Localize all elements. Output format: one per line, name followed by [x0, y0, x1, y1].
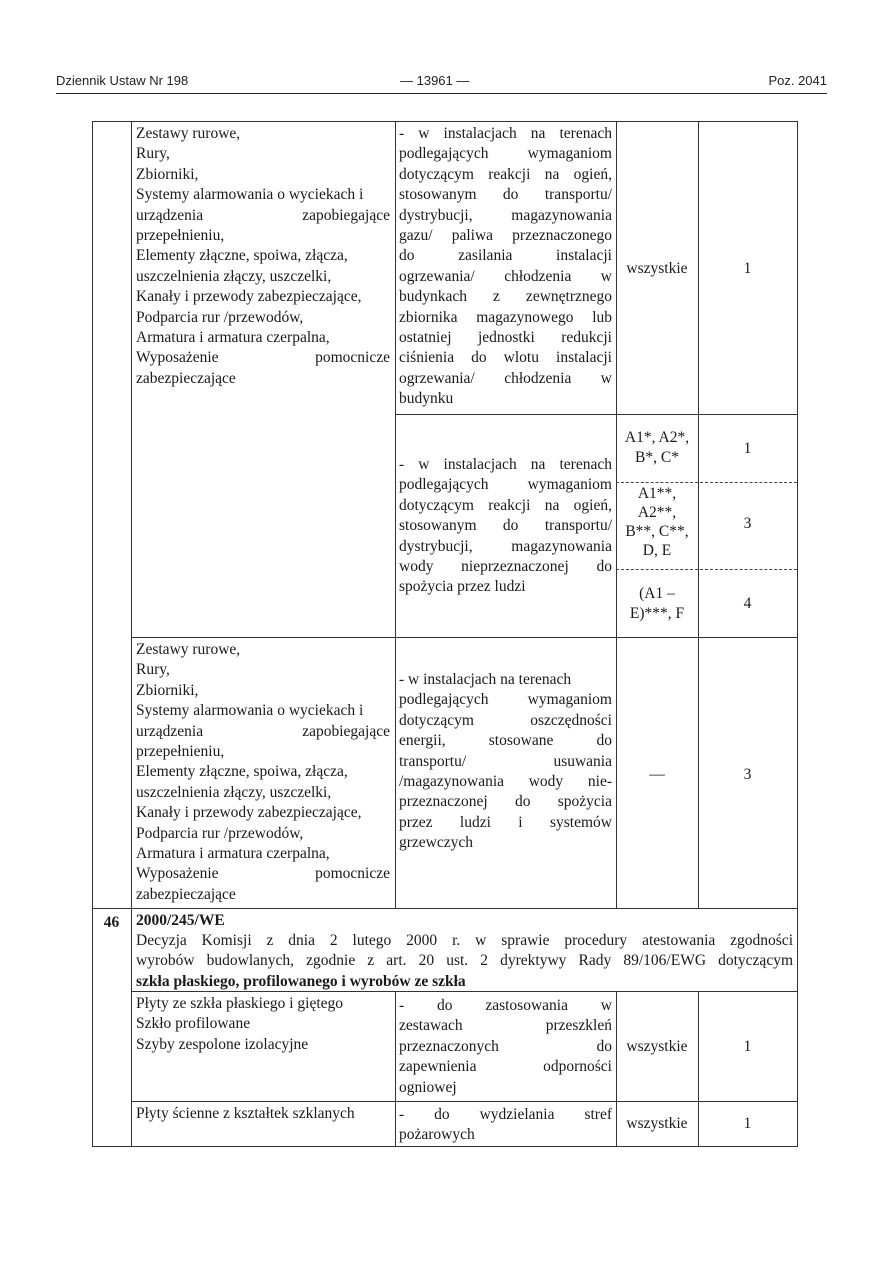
use-line: budynku	[399, 390, 454, 408]
class-line: A1*, A2*,	[624, 429, 690, 446]
use-line: dystrybucji, magazynowania	[399, 206, 612, 224]
use-line: dotyczącym reakcji na ogień,	[399, 496, 612, 514]
use-line: zestawach przeszkleń	[399, 1017, 612, 1035]
use-line: przeznaczonej do spożycia	[399, 793, 612, 811]
use-line: zapewnienia odporności	[399, 1058, 612, 1076]
use-line: ogrzewania/ chłodzenia w	[399, 267, 612, 285]
use-line: dystrybucji, magazynowania	[399, 537, 612, 555]
product-line: Płyty ze szkła płaskiego i giętego	[136, 995, 344, 1012]
subrow-system: 1	[743, 440, 752, 457]
use-line: ciśnienia do wlotu instalacji	[399, 349, 612, 367]
product-line: Wyposażenie pomocnicze	[136, 865, 390, 883]
block1-class-gas: wszystkie	[626, 260, 688, 277]
product-line: Podparcia rur /przewodów,	[136, 308, 304, 326]
s46-row1-products	[136, 994, 390, 1055]
class-line: A1**,	[637, 485, 677, 502]
product-line: Kanały i przewody zabezpieczające,	[136, 804, 362, 822]
block1-use-gas	[399, 124, 612, 410]
number-column-divider	[131, 121, 132, 1147]
subrow-class	[616, 584, 698, 625]
table-top-border	[92, 121, 798, 122]
block-separator	[131, 637, 797, 638]
use-line: stosowanym do transportu/	[399, 517, 612, 535]
use-line: grzewczych	[399, 834, 474, 852]
use-line: - w instalacjach na terenach	[399, 456, 612, 473]
use-line: zbiornika magazynowego lub	[399, 308, 612, 326]
product-line: Szkło profilowane	[136, 1015, 251, 1033]
product-line: urządzenia zapobiegające	[136, 722, 390, 740]
subrow-class	[616, 484, 698, 560]
product-line: Szyby zespolone izolacyjne	[136, 1035, 309, 1053]
use-line: podlegających wymaganiom	[399, 691, 612, 709]
class-line: A2**,	[637, 504, 677, 521]
product-line: Wyposażenie pomocnicze	[136, 349, 390, 367]
product-line: Rury,	[136, 661, 170, 679]
use-line: stosowanym do transportu/	[399, 186, 612, 204]
subrow-divider-2	[616, 569, 797, 570]
product-line: uszczelnienia złączy, uszczelki,	[136, 783, 332, 801]
use-line: podlegających wymaganiom	[399, 476, 612, 494]
directive-code: 2000/245/WE	[136, 912, 225, 929]
product-line: Podparcia rur /przewodów,	[136, 824, 304, 842]
s46-row1-class: wszystkie	[626, 1038, 688, 1055]
use-line: gazu/ paliwa przeznaczonego	[399, 227, 612, 245]
block2-class: —	[649, 766, 665, 783]
block2-use	[399, 670, 612, 854]
use-line: ogniowej	[399, 1078, 457, 1096]
use-line: - w instalacjach na terenach	[399, 125, 612, 142]
product-line: Elementy złączne, spoiwa, złącza,	[136, 763, 348, 781]
table-bottom-border	[92, 1146, 798, 1147]
block1-use-water	[399, 455, 612, 598]
product-line: Zestawy rurowe,	[136, 641, 241, 658]
use-line: spożycia przez ludzi	[399, 578, 526, 596]
journal-title: Dziennik Ustaw Nr 198	[56, 73, 189, 88]
class-line: (A1 –	[639, 585, 675, 602]
class-line: E)***, F	[629, 605, 685, 623]
s46-row2-system: 1	[743, 1115, 752, 1132]
decision-subject: szkła płaskiego, profilowanego i wyrobów ze szkła	[136, 972, 466, 990]
product-line: Elementy złączne, spoiwa, złącza,	[136, 247, 348, 265]
use-line: dotyczącym oszczędności	[399, 711, 612, 729]
section46-top-border	[92, 908, 798, 909]
product-line: urządzenia zapobiegające	[136, 206, 390, 224]
page-number: — 13961 —	[400, 73, 470, 88]
product-line: Rury,	[136, 145, 170, 163]
class-line: B**, C**,	[625, 523, 689, 540]
subrow-class	[616, 428, 698, 469]
product-line: Armatura i armatura czerpalna,	[136, 329, 330, 347]
product-line: Armatura i armatura czerpalna,	[136, 845, 330, 863]
use-line: budynkach z zewnętrznego	[399, 288, 612, 306]
s46-row1-system: 1	[743, 1038, 752, 1055]
product-line: Zbiorniki,	[136, 165, 199, 183]
section-number: 46	[103, 914, 120, 931]
product-line: Systemy alarmowania o wyciekach i	[136, 702, 364, 720]
use-line: - w instalacjach na terenach	[399, 671, 572, 688]
block2-system: 3	[743, 766, 752, 783]
s46-product-use-divider	[395, 991, 396, 1147]
use-line: - do wydzielania stref	[399, 1106, 612, 1123]
block2-products	[136, 640, 390, 905]
s46-row2-products	[136, 1104, 390, 1124]
use-line: energii, stosowane do	[399, 732, 612, 750]
product-line: Płyty ścienne z kształtek szklanych	[136, 1105, 355, 1122]
product-use-divider-top	[395, 121, 396, 908]
use-line: do zasilania instalacji	[399, 247, 612, 265]
use-line: pożarowych	[399, 1126, 475, 1144]
product-line: Kanały i przewody zabezpieczające,	[136, 288, 362, 306]
use-line: podlegających wymaganiom	[399, 145, 612, 163]
s46-row2-use	[399, 1105, 612, 1146]
use-line: dotyczącym reakcji na ogień,	[399, 165, 612, 183]
s46-row1-use	[399, 996, 612, 1098]
subrow-divider-1	[616, 482, 797, 483]
s46-row2-class: wszystkie	[626, 1115, 688, 1132]
decision-line: wyrobów budowlanych, zgodnie z art. 20 ust. 2 dyrektywy Rady 89/106/EWG dotyczącym	[136, 952, 793, 970]
product-line: zabezpieczające	[136, 369, 236, 387]
product-line: Zestawy rurowe,	[136, 125, 241, 142]
table-right-border	[797, 121, 798, 1147]
block1-use-separator	[395, 414, 797, 415]
class-line: B*, C*	[635, 449, 679, 467]
use-line: wody nieprzeznaczonej do	[399, 558, 612, 576]
use-line: transportu/ usuwania	[399, 752, 612, 770]
product-line: przepełnieniu,	[136, 227, 225, 245]
product-line: zabezpieczające	[136, 885, 236, 903]
use-line: ogrzewania/ chłodzenia w	[399, 369, 612, 387]
use-line: przeznaczonych do	[399, 1037, 612, 1055]
table-left-border	[92, 121, 93, 1147]
header-rule	[56, 93, 827, 94]
subrow-system: 4	[743, 595, 752, 612]
product-line: Systemy alarmowania o wyciekach i	[136, 186, 364, 204]
use-line: - do zastosowania w	[399, 997, 612, 1014]
product-line: uszczelnienia złączy, uszczelki,	[136, 267, 332, 285]
product-line: przepełnieniu,	[136, 743, 225, 761]
class-line: D, E	[642, 542, 672, 559]
decision-text	[136, 931, 793, 992]
decision-line: Decyzja Komisji z dnia 2 lutego 2000 r. w sprawie procedury atestowania zgodności	[136, 932, 793, 949]
use-line: ostatniej jednostki redukcji	[399, 329, 612, 347]
use-line: przez ludzi i systemów	[399, 813, 612, 831]
position-number: Poz. 2041	[768, 73, 827, 88]
subrow-system: 3	[743, 515, 752, 532]
block1-system-gas: 1	[743, 260, 752, 277]
use-line: /magazynowania wody nie-	[399, 773, 612, 791]
product-line: Zbiorniki,	[136, 681, 199, 699]
block1-products	[136, 124, 390, 389]
